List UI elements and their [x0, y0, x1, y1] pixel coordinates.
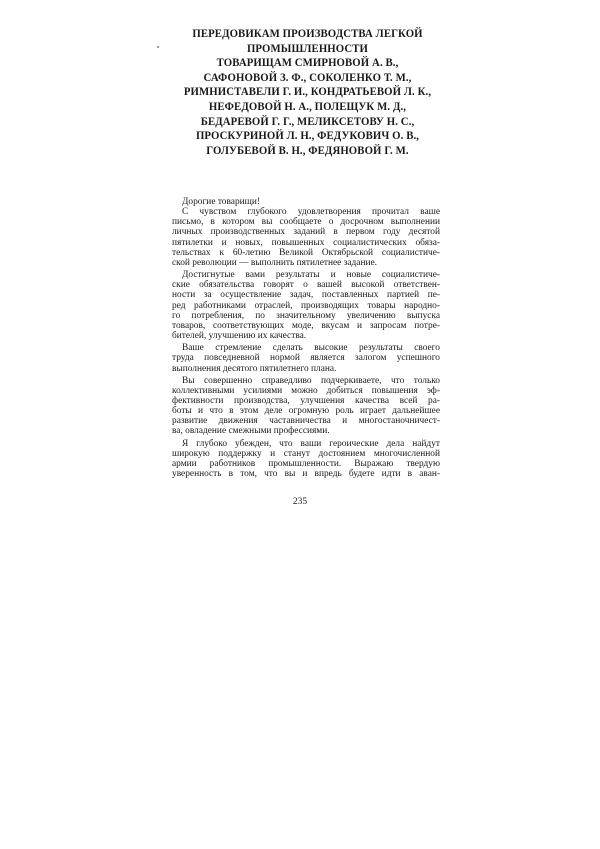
- text-line: выполнения десятого пятилетнего плана.: [172, 363, 337, 374]
- text-line: ские обязательства говорят о вашей высокой ответствен-: [172, 280, 440, 291]
- text-line: фективности производства, улучшения качества всей ра-: [172, 395, 440, 406]
- heading-line: ПЕРЕДОВИКАМ ПРОИЗВОДСТВА ЛЕГКОЙ: [192, 27, 423, 40]
- heading-line: ПРОМЫШЛЕННОСТИ: [246, 41, 369, 55]
- text-line: Достигнутые вами результаты и новые социалистиче-: [182, 270, 440, 281]
- heading-line: ПРОСКУРИНОЙ Л. Н., ФЕДУКОВИЧ О. В.,: [195, 129, 420, 143]
- text-line: ности за осуществление задач, поставленных партией пе-: [172, 290, 440, 301]
- text-line: боты и что в этом деле огромную роль играет дальнейшее: [172, 406, 440, 417]
- heading-line: ТОВАРИЩАМ СМИРНОВОЙ А. В.,: [216, 56, 399, 70]
- heading-line: САФОНОВОЙ З. Ф., СОКОЛЕНКО Т. М.,: [203, 70, 412, 84]
- letter-heading: [180, 27, 436, 158]
- paragraph-1: [172, 207, 440, 268]
- text-line: армии работников промышленности. Выражаю твердую: [172, 458, 440, 469]
- heading-line: НЕФЕДОВОЙ Н. А., ПОЛЕЩУК М. Д.,: [208, 99, 407, 113]
- heading-line: РИМНИСТАВЕЛИ Г. И., КОНДРАТЬЕВОЙ Л. К.,: [183, 85, 432, 99]
- heading-line: ГОЛУБЕВОЙ В. Н., ФЕДЯНОВОЙ Г. М.: [206, 143, 409, 157]
- text-line: уверенность в том, что вы и впредь будете идти в аван-: [172, 469, 440, 480]
- paragraph-5: [172, 439, 440, 480]
- text-line: письмо, в котором вы сообщаете о досрочном выполнении: [172, 217, 440, 228]
- page-number: 235: [292, 497, 308, 507]
- text-line: тельствах к 60-летию Великой Октябрьской социалистиче-: [172, 247, 440, 258]
- text-line: С чувством глубокого удовлетворения прочитал ваше: [182, 207, 440, 218]
- paragraph-2: [172, 270, 440, 341]
- text-line: коллективными усилиями можно добиться повышения эф-: [172, 385, 440, 396]
- scan-speck: [157, 46, 159, 48]
- text-line: пятилетки и новых, повышенных социалистических обяза-: [172, 237, 440, 248]
- text-line: Я глубоко убежден, что ваши героические дела найдут: [182, 438, 440, 449]
- heading-line: БЕДАРЕВОЙ Г. Г., МЕЛИКСЕТОВУ Н. С.,: [200, 114, 415, 128]
- text-line: развитие движения частавничества и многостаночничест-: [172, 416, 440, 427]
- paragraph-4: [172, 376, 440, 437]
- text-line: личных производственных заданий в первом году десятой: [172, 227, 440, 238]
- text-line: Вы совершенно справедливо подчеркиваете, что только: [182, 375, 440, 386]
- letter-body: [172, 197, 440, 479]
- text-line: Ваше стремление сделать высокие результаты своего: [182, 343, 440, 354]
- text-line: го потребления, по значительному увеличению выпуска: [172, 310, 440, 321]
- text-line: широкую поддержку и станут достоянием многочисленной: [172, 448, 440, 459]
- text-line: бителей, улучшению их качества.: [172, 331, 307, 342]
- text-line: ва, овладение смежными профессиями.: [172, 426, 330, 437]
- salutation: Дорогие товарищи!: [182, 197, 261, 207]
- text-line: ред работниками отраслей, производящих товары народно-: [172, 300, 440, 311]
- text-line: товаров, соответствующих моде, вкусам и запросам потре-: [172, 320, 440, 331]
- paragraph-3: [172, 343, 440, 373]
- text-line: труда повседневной нормой является залогом успешного: [172, 353, 440, 364]
- text-line: ской революции — выполнить пятилетнее задание.: [172, 257, 377, 268]
